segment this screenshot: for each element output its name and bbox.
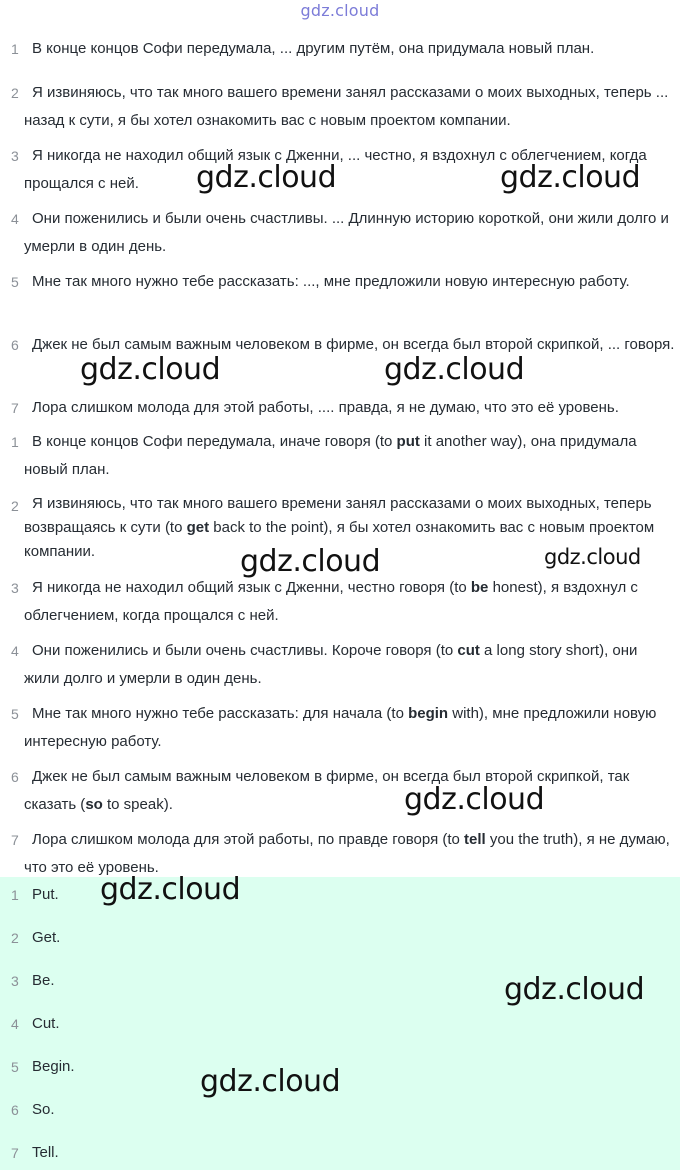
item-text: Я никогда не находил общий язык с Дженни, честно говоря (to be honest), я вздохнул с облегчением, когда прощался с ней. [24, 579, 638, 624]
item-number: 2 [11, 85, 19, 101]
item-number: 1 [11, 41, 19, 57]
item-number: 7 [11, 400, 19, 416]
watermark: gdz.cloud [100, 872, 241, 907]
item-number: 5 [11, 706, 19, 722]
item-number: 4 [11, 643, 19, 659]
item-number: 4 [11, 211, 19, 227]
answer-text: Put. [32, 886, 59, 903]
item-text: В конце концов Софи передумала, иначе говоря (to put it another way), она придумала новый план. [24, 433, 637, 478]
watermark: gdz.cloud [500, 160, 641, 195]
item-text: Джек не был самым важным человеком в фирме, он всегда был второй скрипкой, так сказать (so to speak). [24, 768, 630, 813]
item-number: 1 [11, 887, 19, 903]
item-text: Лора слишком молода для этой работы, .... правда, я не думаю, что это её уровень. [32, 399, 619, 416]
watermark: gdz.cloud [504, 972, 645, 1007]
site-logo[interactable]: gdz.cloud [300, 1, 380, 20]
answers-panel [0, 877, 680, 1170]
item-text: В конце концов Софи передумала, ... другим путём, она придумала новый план. [32, 40, 595, 57]
answer-text: Tell. [32, 1144, 59, 1161]
answer-word: be [470, 579, 489, 596]
item-number: 3 [11, 973, 19, 989]
watermark: gdz.cloud [196, 160, 337, 195]
item-number: 3 [11, 148, 19, 164]
item-number: 5 [11, 274, 19, 290]
answer-text: Be. [32, 972, 55, 989]
answer-word: get [186, 519, 210, 536]
item-number: 4 [11, 1016, 19, 1032]
item-number: 5 [11, 1059, 19, 1075]
item-text: Они поженились и были очень счастливы. Короче говоря (to cut a long story short), они жили долго и умерли в один день. [24, 642, 638, 687]
item-text: Мне так много нужно тебе рассказать: для начала (to begin with), мне предложили новую интересную работу. [24, 705, 657, 750]
watermark: gdz.cloud [544, 545, 641, 569]
answer-text: Get. [32, 929, 61, 946]
item-number: 6 [11, 337, 19, 353]
answer-word: so [85, 796, 103, 813]
answer-text: Cut. [32, 1015, 60, 1032]
item-text: Я извиняюсь, что так много вашего времени занял рассказами о моих выходных, теперь ... назад к сути, я бы хотел ознакомить вас с новым проектом компании. [24, 84, 669, 129]
item-number: 7 [11, 832, 19, 848]
answer-word: cut [457, 642, 480, 659]
item-text: Лора слишком молода для этой работы, по правде говоря (to tell you the truth), я не думаю, что это её уровень. [24, 831, 670, 876]
answer-word: put [396, 433, 420, 450]
watermark: gdz.cloud [80, 352, 221, 387]
item-text: Я никогда не находил общий язык с Дженни, ... честно, я вздохнул с облегчением, когда прощался с ней. [24, 147, 647, 192]
item-number: 1 [11, 434, 19, 450]
item-text: Джек не был самым важным человеком в фирме, он всегда был второй скрипкой, ... говоря. [32, 336, 675, 353]
watermark: gdz.cloud [384, 352, 525, 387]
item-text: Мне так много нужно тебе рассказать: ..., мне предложили новую интересную работу. [32, 273, 630, 290]
item-text: Они поженились и были очень счастливы. ... Длинную историю короткой, они жили долго и умерли в один день. [24, 210, 669, 255]
item-text: Я извиняюсь, что так много вашего времени занял рассказами о моих выходных, теперь возвращаясь к сути (to get back to the point), я бы хотел ознакомить вас с новым проектом компании. [24, 495, 655, 560]
item-number: 7 [11, 1145, 19, 1161]
watermark: gdz.cloud [404, 782, 545, 817]
watermark: gdz.cloud [240, 544, 381, 579]
answer-word: begin [408, 705, 449, 722]
item-number: 6 [11, 1102, 19, 1118]
answer-word: tell [464, 831, 486, 848]
item-number: 2 [11, 930, 19, 946]
answer-text: So. [32, 1101, 55, 1118]
answer-text: Begin. [32, 1058, 75, 1075]
watermark: gdz.cloud [200, 1064, 341, 1099]
item-number: 3 [11, 580, 19, 596]
item-number: 6 [11, 769, 19, 785]
item-number: 2 [11, 498, 19, 514]
